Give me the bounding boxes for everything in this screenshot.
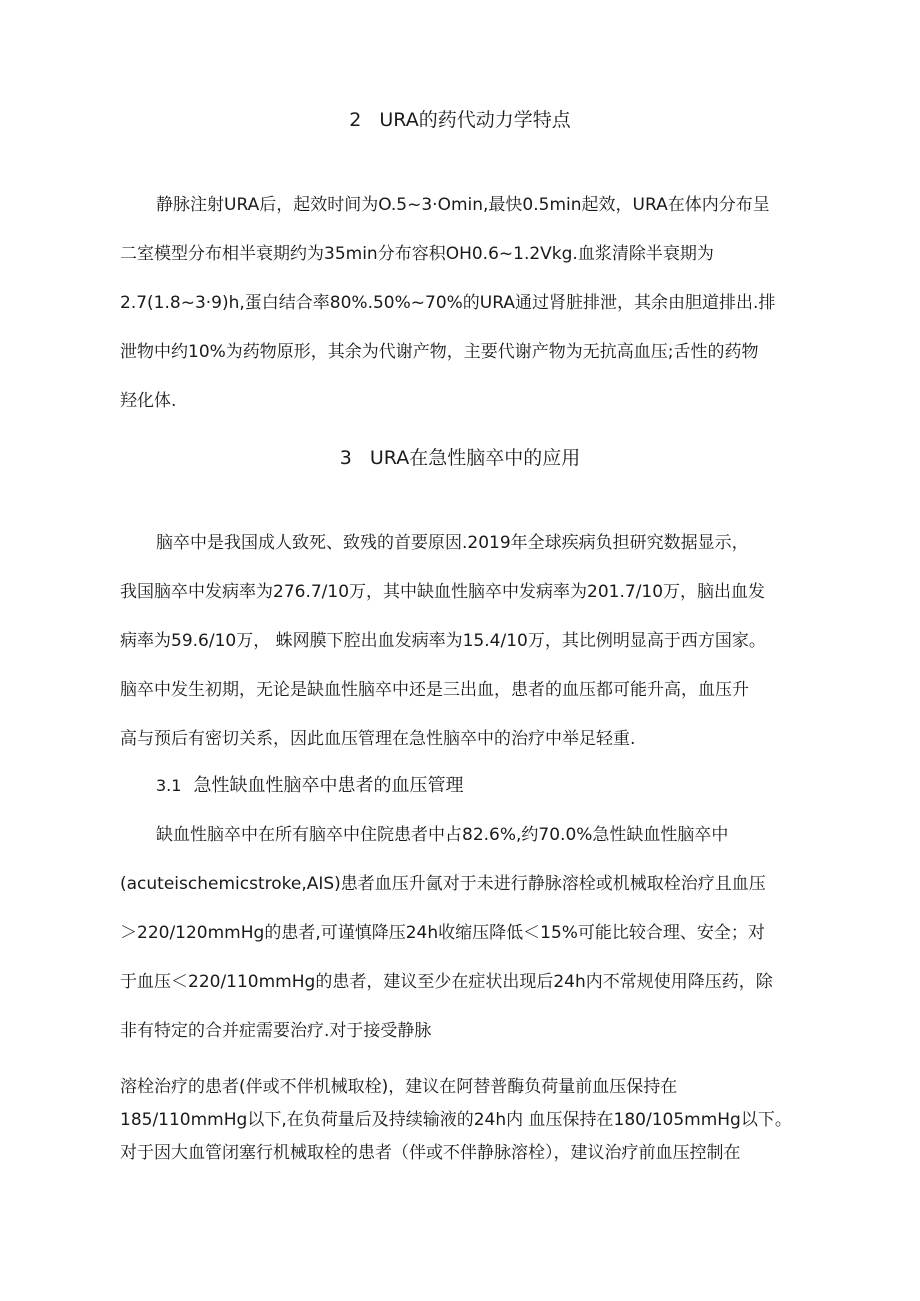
subsection-heading-3-1: [156, 774, 463, 798]
text-line: 脑卒中是我国成人致死、致残的首要原因.2019年全球疾病负担研究数据显示，: [156, 533, 749, 553]
text-line: 二室模型分布相半衰期约为35min分布容积OH0.6~1.2Vkg.血浆清除半衰期为: [120, 244, 714, 264]
text-line: 缺血性脑卒中在所有脑卒中住院患者中占82.6%,约70.0%急性缺血性脑卒中: [156, 825, 729, 845]
section-heading-2: [0, 108, 920, 132]
text-line: 羟化体.: [120, 391, 177, 411]
text-line: 静脉注射URA后，起效时间为O.5~3·Omin,最快0.5min起效，URA在体内分布呈: [156, 195, 770, 215]
subsection-number: 3.1: [156, 776, 182, 795]
text-line: 高与预后有密切关系，因此血压管理在急性脑卒中的治疗中举足轻重.: [120, 729, 636, 749]
text-line: 非有特定的合并症需要治疗.对于接受静脉: [120, 1021, 432, 1041]
text-line: 脑卒中发生初期，无论是缺血性脑卒中还是三出血，患者的血压都可能升高，血压升: [120, 680, 749, 700]
section-title: URA的药代动力学特点: [379, 109, 571, 131]
section-number: 3: [339, 447, 352, 469]
text-line: (acuteischemicstroke,AIS)患者血压升氤对于未进行静脉溶栓或机械取栓治疗且血压: [120, 874, 766, 894]
text-line: 对于因大血管闭塞行机械取栓的患者（伴或不伴静脉溶栓），建议治疗前血压控制在: [120, 1143, 741, 1163]
text-line: 溶栓治疗的患者(伴或不伴机械取栓)，建议在阿替普酶负荷量前血压保持在: [120, 1077, 678, 1097]
section-number: 2: [349, 109, 362, 131]
section-title: URA在急性脑卒中的应用: [369, 447, 581, 469]
text-line: 泄物中约10%为药物原形，其余为代谢产物，主要代谢产物为无抗高血压;舌性的药物: [120, 342, 759, 362]
text-line: 于血压＜220/110mmHg的患者，建议至少在症状出现后24h内不常规使用降压药，除: [120, 972, 773, 992]
text-line: 185/110mmHg以下,在负荷量后及持续输液的24h内 血压保持在180/105mmHg以下。: [120, 1110, 792, 1130]
text-line: 病率为59.6/10万， 蛛网膜下腔出血发病率为15.4/10万，其比例明显高于西方国家。: [120, 631, 766, 651]
text-line: 我国脑卒中发病率为276.7/10万，其中缺血性脑卒中发病率为201.7/10万，脑出血发: [120, 582, 766, 602]
subsection-title: 急性缺血性脑卒中患者的血压管理: [193, 775, 464, 796]
text-line: ＞220/120mmHg的患者,可谨慎降压24h收缩压降低＜15%可能比较合理、安全；对: [120, 923, 765, 943]
text-line: 2.7(1.8~3·9)h,蛋白结合率80%.50%~70%的URA通过肾脏排泄，其余由胆道排出.排: [120, 293, 776, 313]
section-heading-3: [0, 446, 920, 470]
